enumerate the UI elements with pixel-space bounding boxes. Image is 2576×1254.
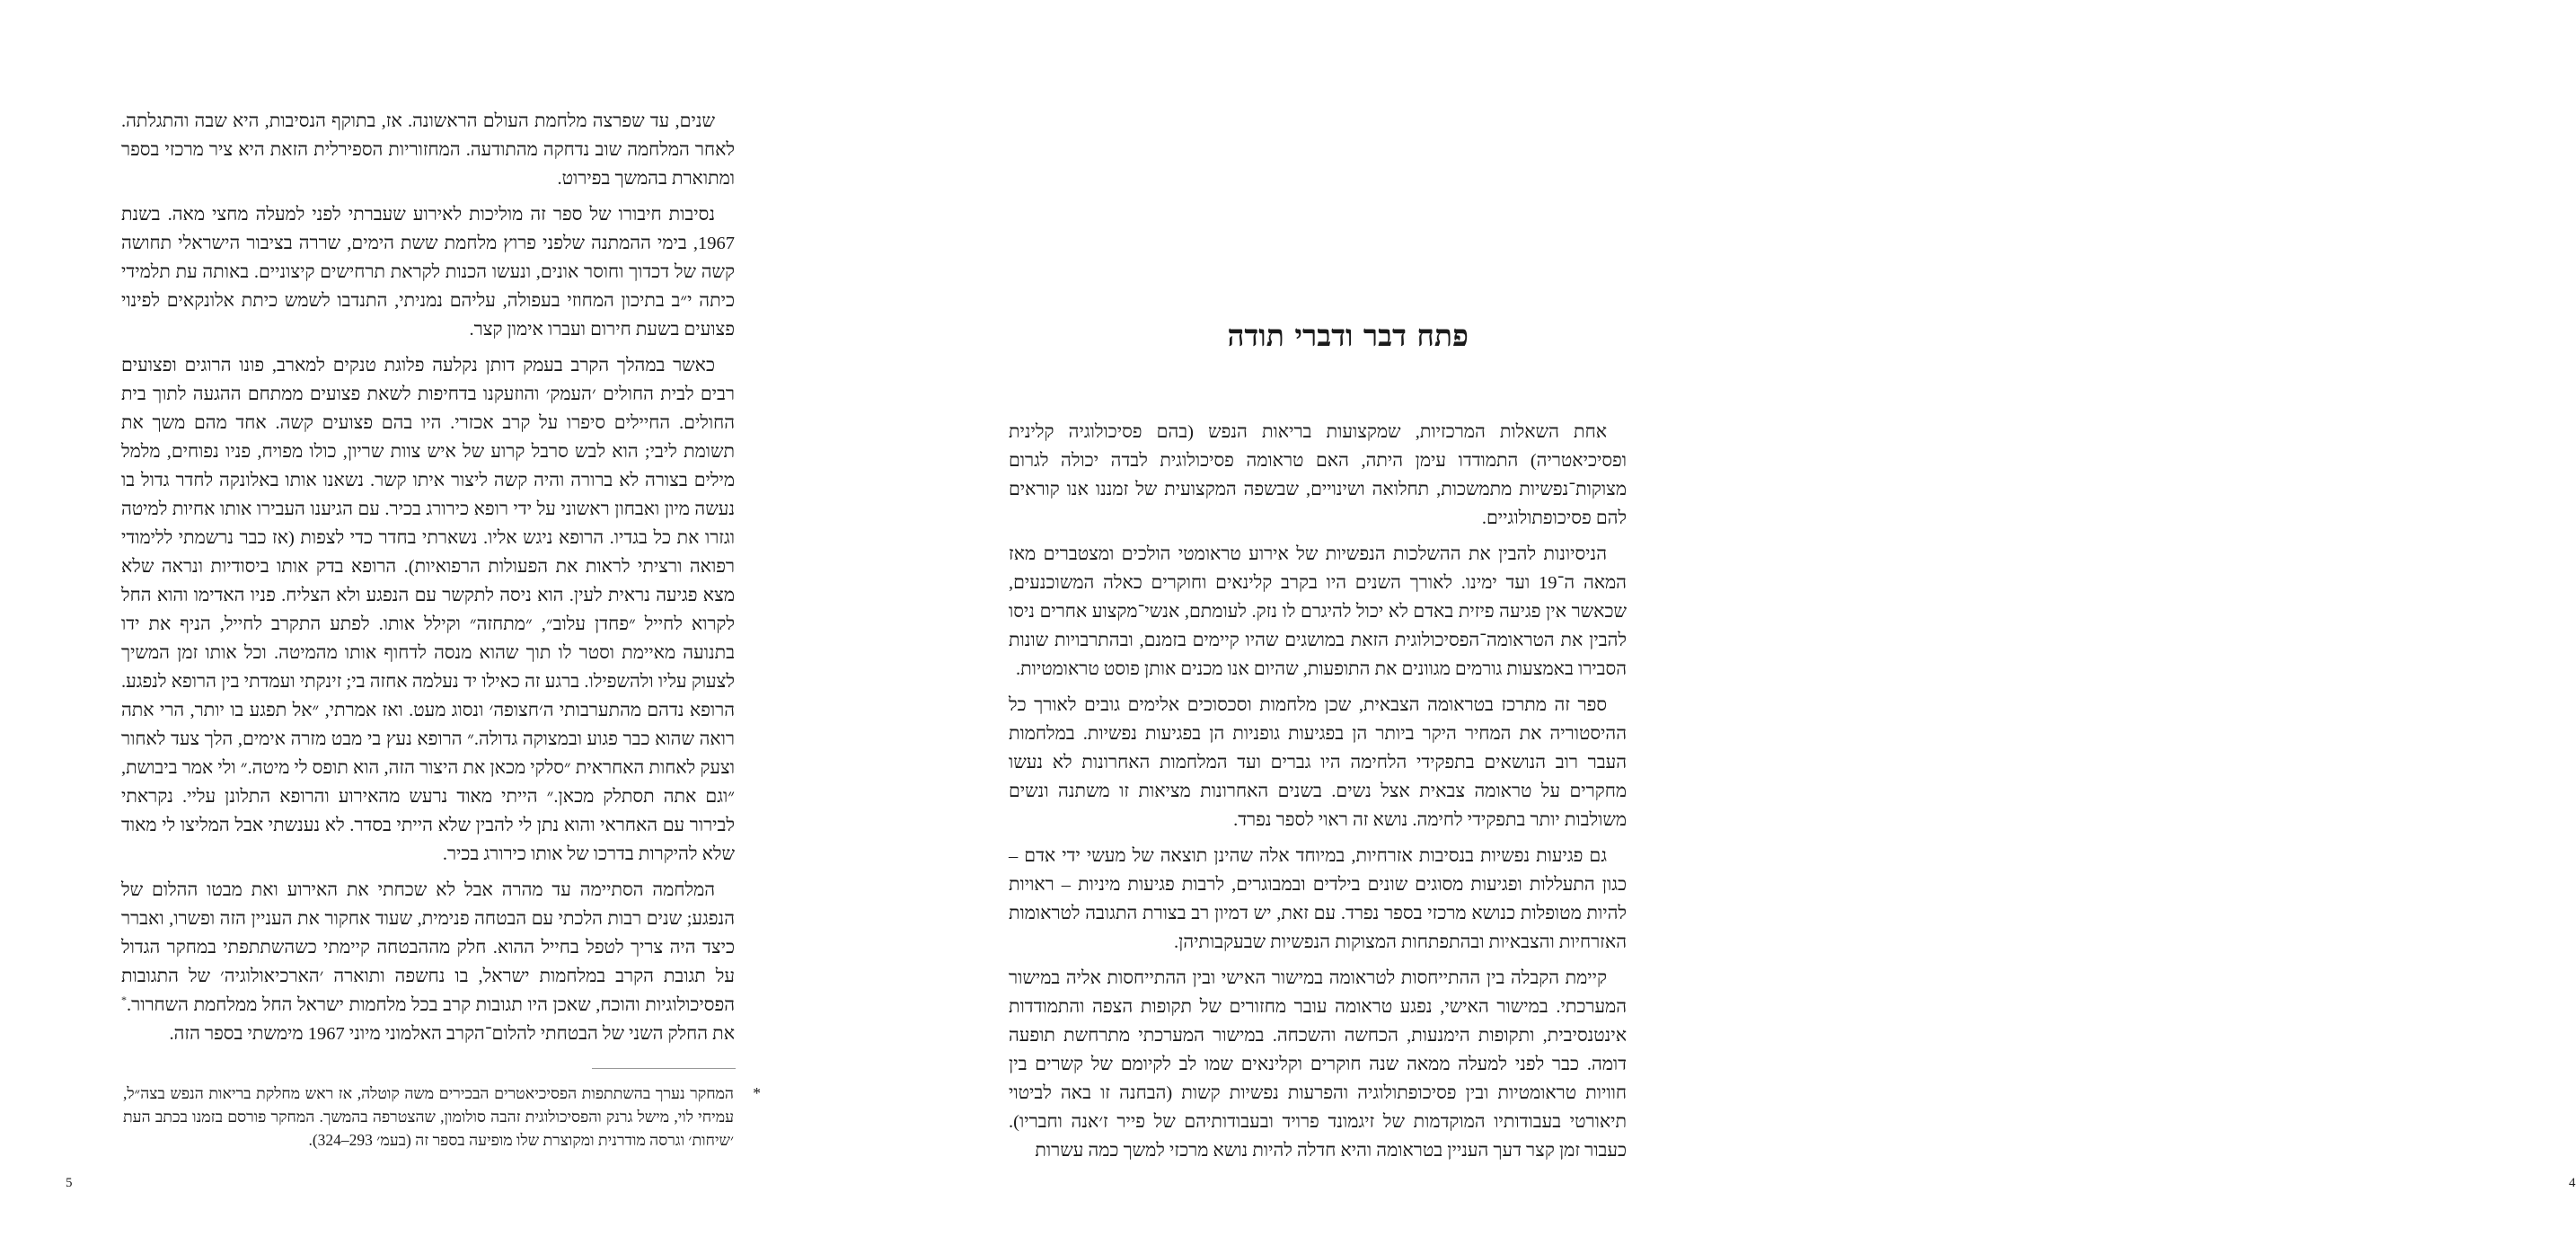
- right-paragraph-2: הניסיונות להבין את ההשלכות הנפשיות של אירוע טראומטי הולכים ומצטברים מאז המאה ה־19 ועד ימינו. לאורך השנים היו בקרב קלינאים וחוקרים כאלה המשוכנעים, שכאשר אין פגיעה פיזית באדם לא יכול להיגרם לו נזק. לעומתם, אנשי־מקצוע אחרים ניסו להבין את הטראומה־הפסיכולוגית הזאת במושגים שהיו קיימים בזמנם, ובהתרבויות שונות הסבירו באמצעות גורמים מגוונים את התופעות, שהיום אנו מכנים אותן פוסט טראומטיות.: [1009, 544, 1627, 679]
- right-paragraph-5: קיימת הקבלה בין ההתייחסות לטראומה במישור האישי ובין ההתייחסות אליה במישור המערכתי. במישור האישי, נפגע טראומה עובר מחזורים של תקופות הצפה והתמודדות אינטנסיבית, ותקופות הימנעות, הכחשה והשכחה. במישור המערכתי מתרחשת תופעה דומה. כבר לפני למעלה ממאה שנה חוקרים וקלינאים שמו לב לקיומם של קשרים בין חוויות טראומטיות ובין פסיכופתולוגיה והפרעות נפשיות קשות (הבחנה זו באה לביטוי תיאורטי בעבודותיו המוקדמות של זיגמונד פרויד ובעבודותיהם של פייר ז׳אנה וחבריו). כעבור זמן קצר דעך העניין בטראומה והיא חדלה להיות נושא מרכזי למשך כמה עשרות: [1009, 968, 1627, 1161]
- left-paragraph-1: שנים, עד שפרצה מלחמת העולם הראשונה. אז, בתוקף הנסיבות, היא שבה והתגלתה. לאחר המלחמה שוב נדחקה מהתודעה. המחזוריות הספירלית הזאת היא ציר מרכזי בספר ומתוארת בהמשך בפירוט.: [121, 111, 735, 189]
- right-page: [880, 0, 2576, 1254]
- left-paragraph-4: [121, 876, 735, 1048]
- left-paragraph-3: כאשר במהלך הקרב בעמק דותן נקלעה פלוגת טנקים למארב, פונו הרוגים ופצועים רבים לבית החולים ׳העמק׳ והוזעקנו בדחיפות לשאת פצועים ממתחם ההגעה לתוך בית החולים. החיילים סיפרו על קרב אכזרי. היו בהם פצועים קשה. אחד מהם משך את תשומת ליבי; הוא לבש סרבל קרוע של איש צוות שריון, כולו מפויח, פניו נפוחים, מלמל מילים בצורה לא ברורה והיה קשה ליצור איתו קשר. נשאנו אותו באלונקה לחדר גדול בו נעשה מיון ואבחון ראשוני על ידי רופא כירורג בכיר. עם הגיענו העבירו אותו אחיות למיטה וגזרו את כל בגדיו. הרופא ניגש אליו. נשארתי בחדר כדי לצפות (אז כבר נרשמתי ללימודי רפואה ורציתי לראות את הפעולות הרפואיות). הרופא בדק אותו ביסודיות ונראה שלא מצא פגיעה נראית לעין. הוא ניסה לתקשר עם הנפגע ולא הצליח. פניו האדימו והוא החל לקרוא לחייל ״פחדן עלוב״, ״מתחזה״ וקילל אותו. לפתע התקרב לחייל, הניף את ידו בתנועה מאיימת וסטר לו תוך שהוא מנסה לדחוף אותו מהמיטה. וכל אותו זמן המשיך לצעוק עליו ולהשפילו. ברגע זה כאילו יד נעלמה אחזה בי; זינקתי ועמדתי בין הרופא לנפגע. הרופא נדהם מהתערבותי ה׳חצופה׳ ונסוג מעט. ואז אמרתי, ״אל תפגע בו יותר, הרי אתה רואה שהוא כבר פגוע ובמצוקה גדולה.״ הרופא נעץ בי מבט מזרה אימים, הלך צעד לאחור וצעק לאחות האחראית ״סלקי מכאן את היצור הזה, הוא תופס לי מיטה.״ ולי אמר ביבושת, ״וגם אתה תסתלק מכאן.״ הייתי מאוד נרעש מהאירוע והרופא התלונן עליי. נקראתי לבירור עם האחראי והוא נתן לי להבין שלא הייתי בסדר. לא נענשתי אבל המליצו לי מאוד שלא להיקרות בדרכו של אותו כירורג בכיר.: [121, 356, 735, 864]
- right-paragraph-4: גם פגיעות נפשיות בנסיבות אזרחיות, במיוחד אלה שהינן תוצאה של מעשי ידי אדם – כגון התעללות ופגיעות מסוגים שונים בילדים ובמבוגרים, לרבות פגיעות מיניות – ראויות להיות מטופלות כנושא מרכזי בספר נפרד. עם זאת, יש דמיון רב בצורת התגובה לטראומות האזרחיות והצבאיות ובהתפתחות המצוקות הנפשיות שבעקבותיהן.: [1009, 846, 1627, 952]
- footnote-marker: *: [753, 1084, 761, 1102]
- page-number-right: 4: [2569, 1176, 2576, 1190]
- footnote-text: המחקר נערך בהשתתפות הפסיכיאטרים הבכירים משה קוטלה, אז ראש מחלקת בריאות הנפש בצה״ל, עמיחי לוי, מישל גרנק והפסיכולוגית זהבה סולומון, שהצטרפה בהמשך. המחקר פורסם בזמנו בכתב העת ׳שיחות׳ וגרסה מודרנית ומקוצרת שלו מופיעה בספר זה (בעמ׳ 293–324).: [123, 1084, 734, 1149]
- right-text-column: [1009, 418, 1627, 1172]
- left-paragraph-2: נסיבות חיבורו של ספר זה מוליכות לאירוע שעברתי לפני למעלה מחצי מאה. בשנת 1967, בימי ההמתנה שלפני פרוץ מלחמת ששת הימים, שררה בציבור הישראלי תחושה קשה של דכדוך וחוסר אונים, ונעשו הכנות לקראת תרחישים קיצוניים. באותה עת תלמידי כיתה י״ב בתיכון המחוזי בעפולה, עליהם נמניתי, התנדבו לשמש כיתת אלונקאים לפינוי פצועים בשעת חירום ועברו אימון קצר.: [121, 205, 735, 340]
- left-paragraph-4-continuation: את החלק השני של הבטחתי להלום־הקרב האלמוני מיוני 1967 מימשתי בספר הזה.: [169, 1024, 735, 1044]
- left-text-column: [121, 107, 735, 1055]
- footnote-divider: [592, 1068, 736, 1069]
- left-paragraph-4-text: המלחמה הסתיימה עד מהרה אבל לא שכחתי את האירוע ואת מבטו ההלום של הנפגע; שנים רבות הלכתי עם הבטחה פנימית, שעוד אחקור את העניין הזה ופשרו, ואברר כיצד היה צריך לטפל בחייל ההוא. חלק מההבטחה קיימתי כשהשתתפתי במחקר הגדול על תגובת הקרב במלחמות ישראל, בו נחשפה ותוארה ׳הארכיאולוגיה׳ של התגובות הפסיכולוגיות והוכח, שאכן היו תגובות קרב בכל מלחמות ישראל החל ממלחמת השחרור.: [121, 880, 735, 1015]
- left-page: [0, 0, 880, 1254]
- footnote: [123, 1082, 761, 1152]
- chapter-title: פתח דבר ודברי תודה: [1227, 318, 1469, 353]
- page-number-left: 5: [66, 1176, 73, 1190]
- footnote-reference: *: [121, 993, 127, 1007]
- right-paragraph-1: אחת השאלות המרכזיות, שמקצועות בריאות הנפש (בהם פסיכולוגיה קלינית ופסיכיאטריה) התמודדו עימן היתה, האם טראומה פסיכולוגית לבדה יכולה לגרום מצוקות־נפשיות מתמשכות, תחלואה ושינויים, שבשפה המקצועית של זמננו אנו קוראים להם פסיכופתולוגיים.: [1009, 422, 1627, 528]
- right-paragraph-3: ספר זה מתרכז בטראומה הצבאית, שכן מלחמות וסכסוכים אלימים גובים לאורך כל ההיסטוריה את המחיר היקר ביותר הן בפגיעות גופניות הן בפגיעות נפשיות. במלחמות העבר רוב הנושאים בתפקידי הלחימה היו גברים ועד המלחמות האחרונות לא נעשו מחקרים על טראומה צבאית אצל נשים. בשנים האחרונות מציאות זו משתנה ונשים משולבות יותר בתפקידי לחימה. נושא זה ראוי לספר נפרד.: [1009, 695, 1627, 830]
